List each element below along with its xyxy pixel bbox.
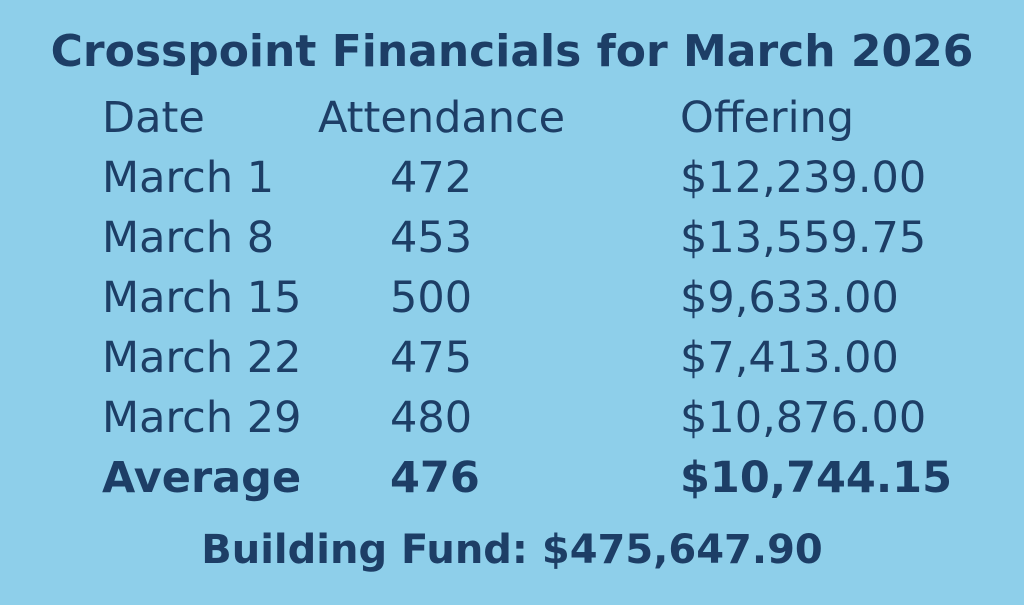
row-offering: $7,413.00 bbox=[680, 333, 899, 383]
column-header-attendance: Attendance bbox=[318, 93, 566, 143]
row-attendance: 480 bbox=[390, 393, 473, 443]
building-fund-total: Building Fund: $475,647.90 bbox=[201, 527, 823, 573]
row-offering: $12,239.00 bbox=[680, 153, 927, 203]
table-row bbox=[0, 328, 1024, 388]
row-attendance: 453 bbox=[390, 213, 473, 263]
row-date: March 22 bbox=[102, 333, 302, 383]
financials-table bbox=[0, 88, 1024, 508]
row-offering: $10,876.00 bbox=[680, 393, 927, 443]
row-date: March 15 bbox=[102, 273, 302, 323]
average-offering: $10,744.15 bbox=[680, 453, 953, 503]
row-offering: $9,633.00 bbox=[680, 273, 899, 323]
row-date: March 1 bbox=[102, 153, 275, 203]
table-row bbox=[0, 148, 1024, 208]
table-header-row bbox=[0, 88, 1024, 148]
table-row bbox=[0, 268, 1024, 328]
row-offering: $13,559.75 bbox=[680, 213, 927, 263]
row-date: March 8 bbox=[102, 213, 275, 263]
row-attendance: 472 bbox=[390, 153, 473, 203]
column-header-date: Date bbox=[102, 93, 205, 143]
row-attendance: 475 bbox=[390, 333, 473, 383]
average-attendance: 476 bbox=[390, 453, 480, 503]
page-title: Crosspoint Financials for March 2026 bbox=[50, 26, 974, 77]
average-label: Average bbox=[102, 453, 302, 503]
table-row bbox=[0, 208, 1024, 268]
row-attendance: 500 bbox=[390, 273, 473, 323]
table-row bbox=[0, 388, 1024, 448]
average-row bbox=[0, 448, 1024, 508]
row-date: March 29 bbox=[102, 393, 302, 443]
column-header-offering: Offering bbox=[680, 93, 855, 143]
